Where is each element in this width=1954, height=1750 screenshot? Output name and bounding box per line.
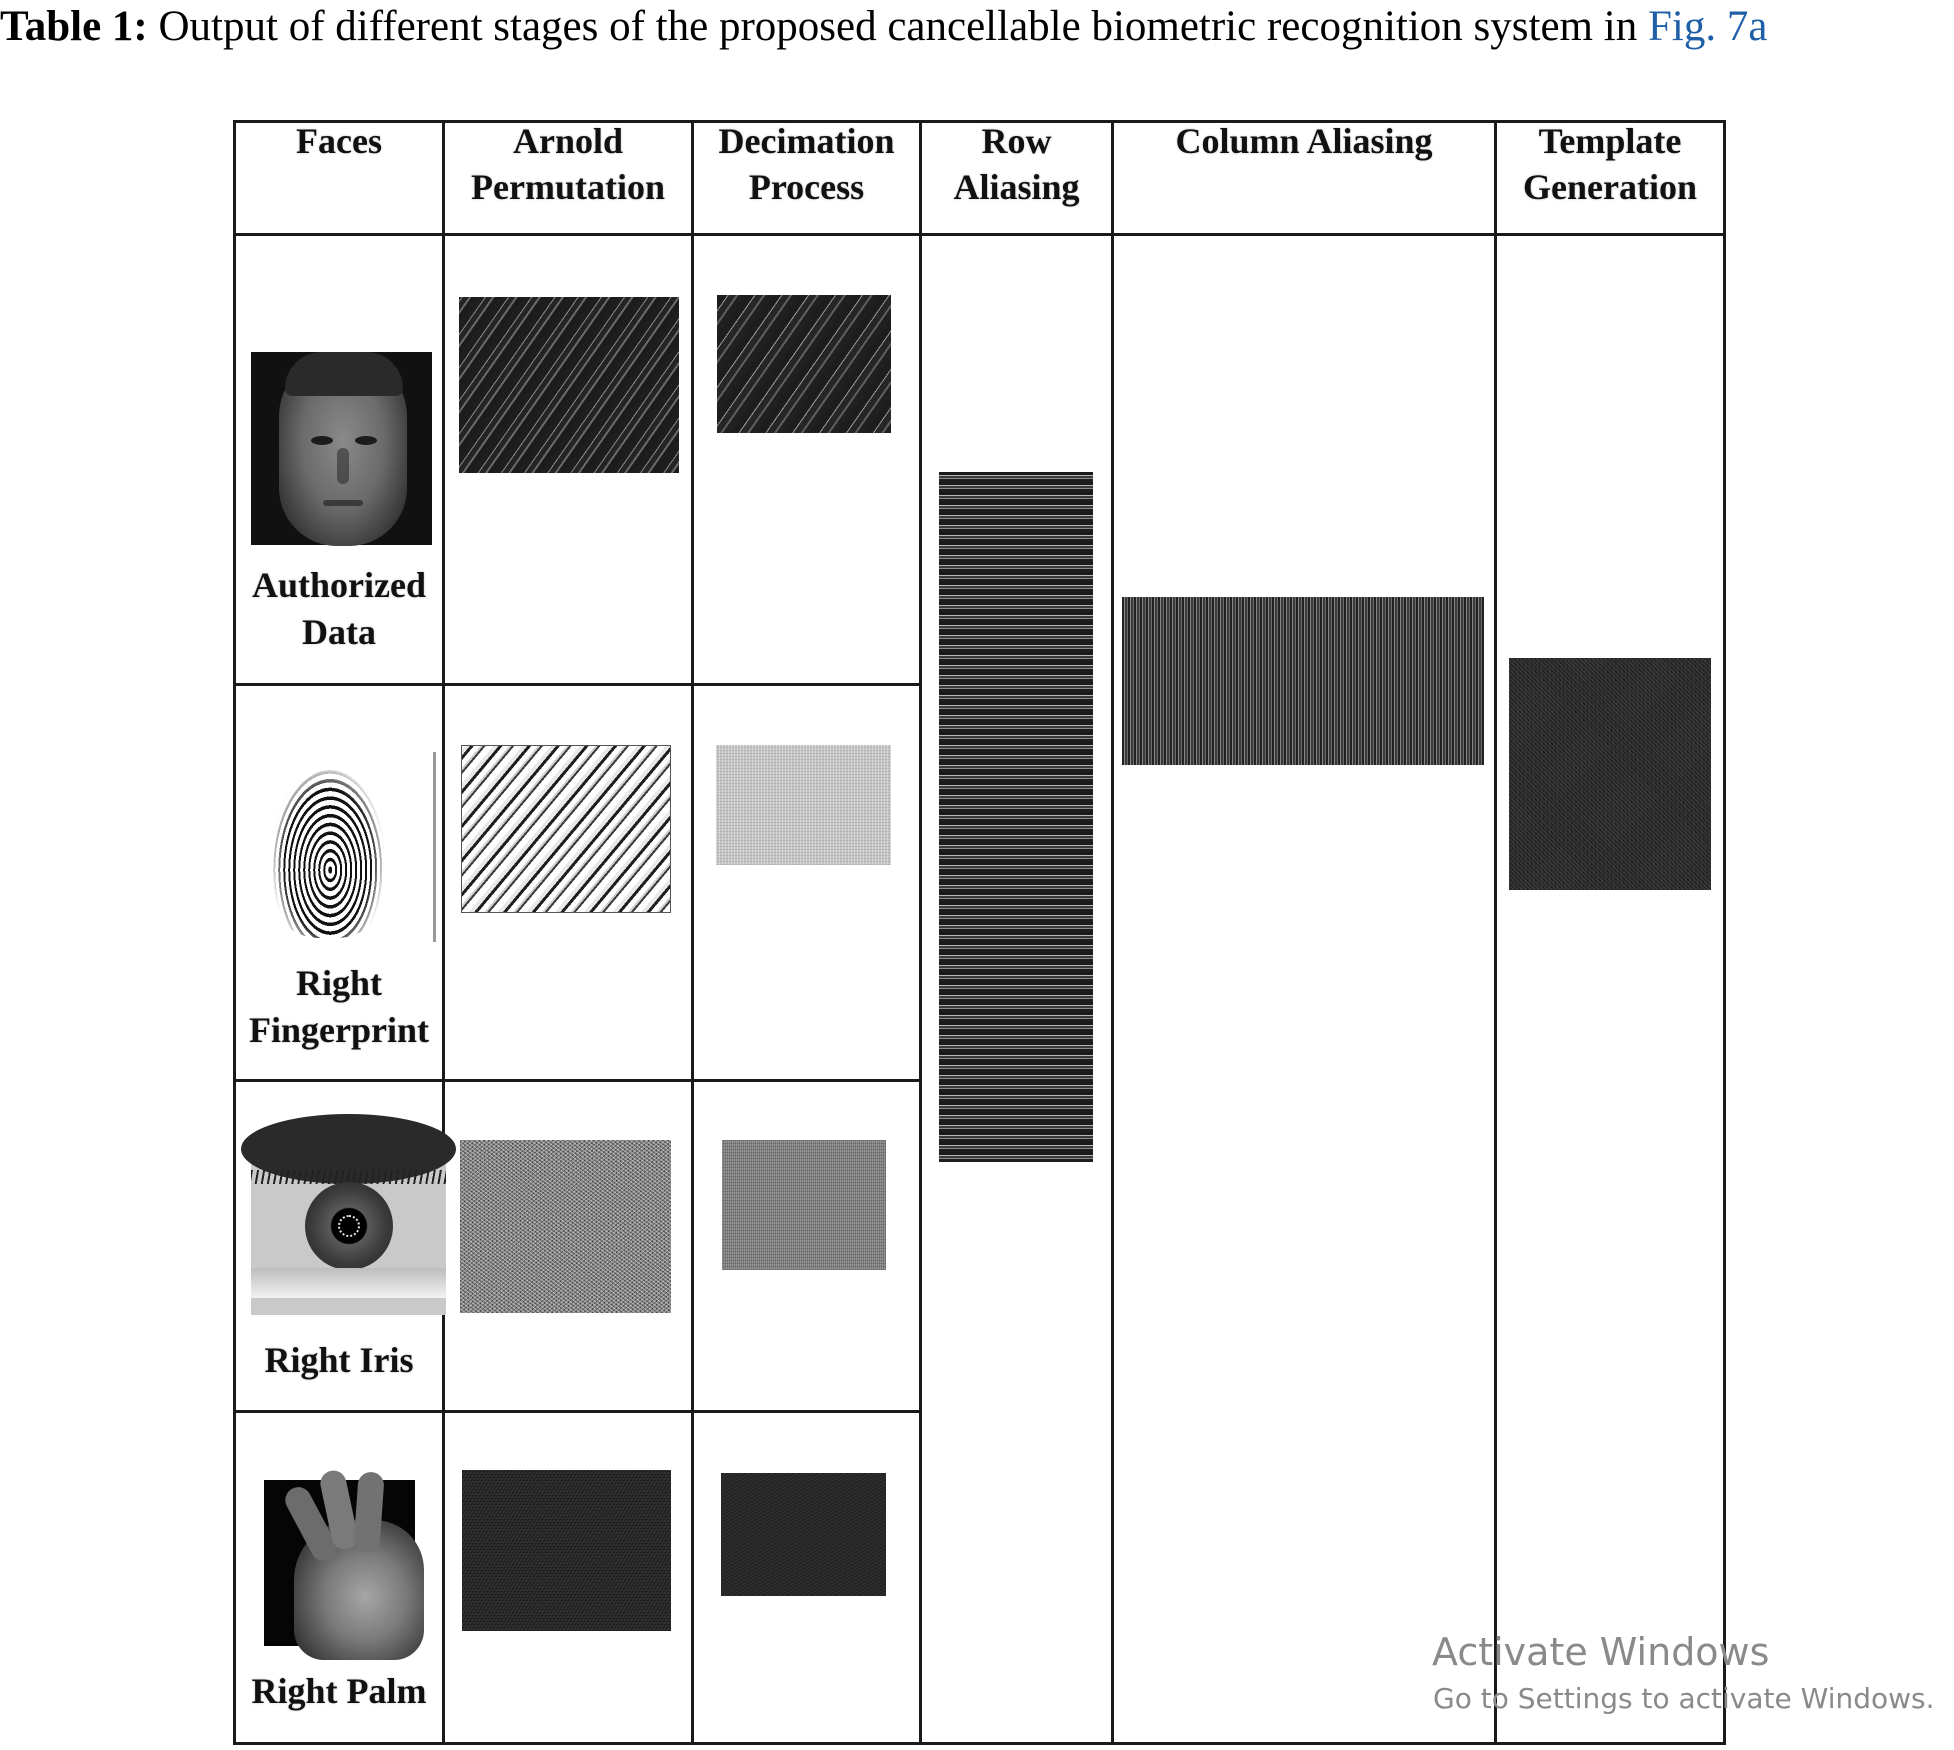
col-divider [1111,120,1114,1745]
decimation-output-palm [721,1473,886,1596]
header-arnold-permutation: Arnold Permutation [471,121,665,207]
decimation-output-fingerprint [716,745,891,865]
col-divider [919,120,922,1745]
arnold-permutation-output-face [459,297,679,473]
arnold-permutation-output-palm [462,1470,671,1631]
row-divider [233,1079,921,1082]
face-image [251,352,432,545]
decimation-output-face [717,295,891,433]
activate-windows-watermark-title: Activate Windows [1432,1630,1770,1674]
caption-label: Table 1: [0,3,148,50]
row-label-authorized-data: Authorized Data [252,565,426,652]
template-generation-output [1509,658,1711,890]
iris-image [251,1150,446,1315]
header-divider [233,233,1726,236]
header-column-aliasing: Column Aliasing [1175,121,1433,161]
header-decimation-process: Decimation Process [718,121,895,207]
fingerprint-image [254,752,438,942]
row-divider [233,683,921,686]
decimation-output-iris [722,1140,886,1270]
row-label-right-fingerprint: Right Fingerprint [249,963,429,1050]
column-aliasing-output [1122,597,1484,765]
row-aliasing-output [939,472,1093,1162]
activate-windows-watermark-subtitle: Go to Settings to activate Windows. [1433,1682,1935,1715]
palm-image [264,1480,415,1646]
figure-link[interactable]: Fig. 7a [1647,3,1768,50]
table-caption [0,2,1954,52]
row-label-right-palm: Right Palm [251,1671,427,1711]
col-divider [442,120,445,1745]
caption-text: Output of different stages of the proposed cancellable biometric recognition system in [147,3,1648,50]
col-divider [691,120,694,1745]
col-divider [1494,120,1497,1745]
header-row-aliasing: Row Aliasing [953,121,1080,207]
arnold-permutation-output-fingerprint [461,745,671,913]
row-label-right-iris: Right Iris [264,1340,414,1380]
header-faces: Faces [296,121,382,161]
header-template-generation: Template Generation [1523,121,1697,207]
arnold-permutation-output-iris [460,1140,671,1313]
row-divider [233,1410,921,1413]
